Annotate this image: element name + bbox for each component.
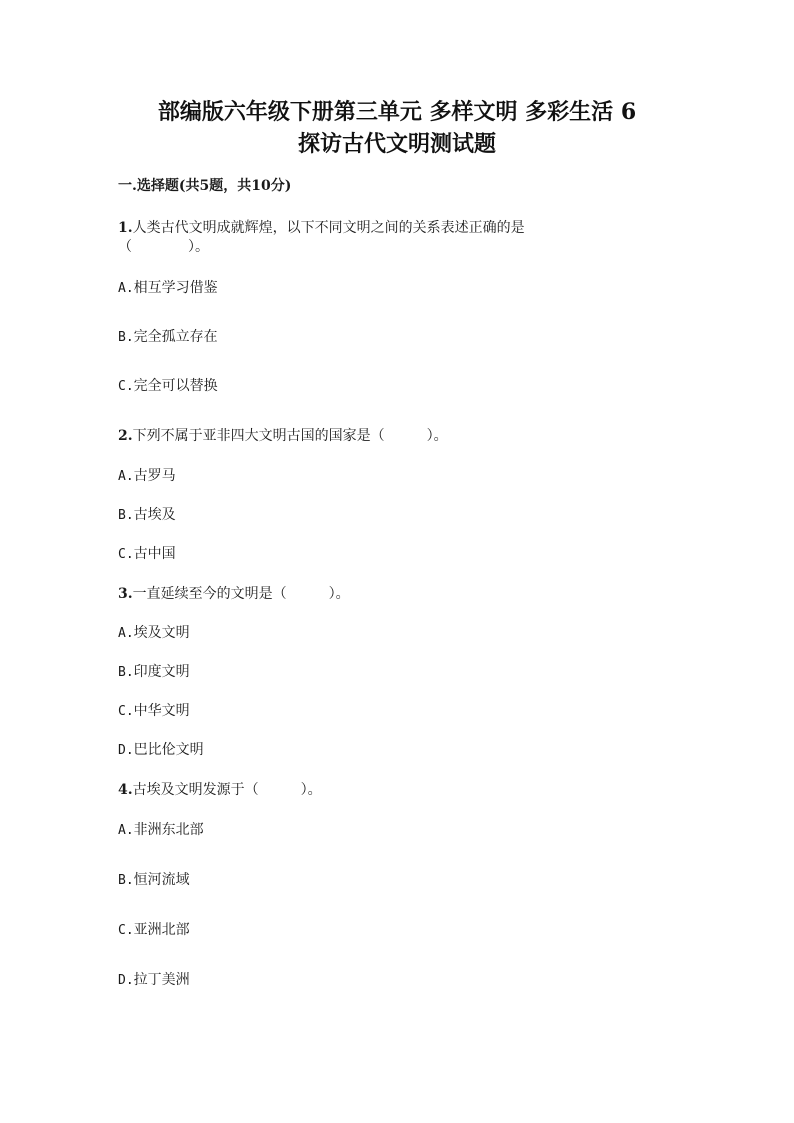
- question-1-stem: [118, 218, 525, 238]
- question-3-option-c: [118, 701, 190, 722]
- option-letter: A.: [118, 281, 134, 296]
- question-3-stem: [118, 584, 350, 604]
- question-2-option-c: [118, 544, 176, 565]
- question-text: 人类古代文明成就辉煌，以下不同文明之间的关系表述正确的是: [132, 220, 525, 236]
- option-text: 完全孤立存在: [133, 329, 218, 345]
- option-text: 古罗马: [133, 468, 176, 484]
- question-3-option-d: [118, 740, 204, 761]
- document-title-line-1: 部编版六年级下册第三单元 多样文明 多彩生活 6: [157, 99, 637, 125]
- question-4-option-d: [118, 970, 190, 991]
- document-title-line-2: 探访古代文明测试题: [297, 131, 496, 157]
- option-letter: C.: [118, 547, 134, 562]
- question-1-option-b: [118, 327, 218, 348]
- option-text: 非洲东北部: [133, 822, 204, 838]
- question-3-option-b: [118, 662, 190, 683]
- option-text: 古中国: [133, 546, 176, 562]
- option-text: 埃及文明: [133, 625, 190, 641]
- option-letter: C.: [118, 704, 134, 719]
- question-text: 古埃及文明发源于（ ）。: [132, 782, 322, 798]
- question-4-option-b: [118, 870, 190, 891]
- option-letter: B.: [118, 873, 134, 888]
- question-text: 一直延续至今的文明是（ ）。: [132, 586, 350, 602]
- question-4-option-c: [118, 920, 190, 941]
- question-text: 下列不属于亚非四大文明古国的国家是（ ）。: [132, 428, 448, 444]
- option-letter: A.: [118, 469, 134, 484]
- option-text: 巴比伦文明: [133, 742, 204, 758]
- option-letter: D.: [118, 973, 134, 988]
- option-letter: A.: [118, 823, 134, 838]
- option-text: 印度文明: [133, 664, 190, 680]
- question-2-option-b: [118, 505, 176, 526]
- option-text: 古埃及: [133, 507, 176, 523]
- option-letter: C.: [118, 923, 134, 938]
- question-2-option-a: [118, 466, 176, 487]
- option-letter: C.: [118, 379, 134, 394]
- option-text: 亚洲北部: [133, 922, 190, 938]
- question-1-option-c: [118, 376, 218, 397]
- option-letter: B.: [118, 330, 134, 345]
- question-number: 3.: [118, 586, 133, 602]
- question-4-option-a: [118, 820, 204, 841]
- question-number: 1.: [118, 220, 133, 236]
- question-2-stem: [118, 426, 448, 446]
- option-text: 拉丁美洲: [133, 972, 190, 988]
- section-header: 一.选择题(共5题，共10分): [118, 178, 292, 194]
- option-text: 完全可以替换: [133, 378, 218, 394]
- option-letter: B.: [118, 508, 134, 523]
- question-number: 2.: [118, 428, 133, 444]
- question-number: 4.: [118, 782, 133, 798]
- question-1-blank: （ ）。: [118, 239, 209, 255]
- option-letter: A.: [118, 626, 134, 641]
- question-4-stem: [118, 780, 322, 800]
- option-text: 中华文明: [133, 703, 190, 719]
- question-1-option-a: [118, 278, 218, 299]
- option-text: 相互学习借鉴: [133, 280, 218, 296]
- option-letter: B.: [118, 665, 134, 680]
- option-text: 恒河流域: [133, 872, 190, 888]
- question-3-option-a: [118, 623, 190, 644]
- option-letter: D.: [118, 743, 134, 758]
